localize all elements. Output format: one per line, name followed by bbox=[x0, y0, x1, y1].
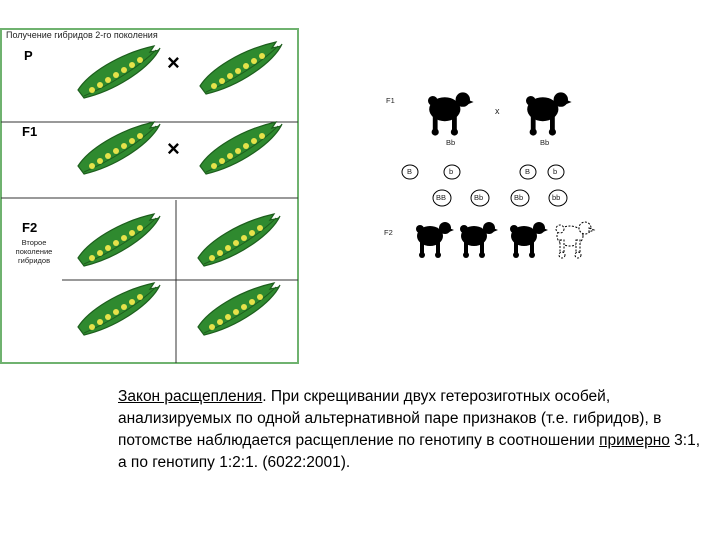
gamete-2-label: b bbox=[449, 167, 454, 176]
caption-part-1: . При скрещивании двух гетерозиготных особей, анализируемых по одной альтернативной паре признаков (т.е. гибридов), в потомстве наблюдается расщепление по генотипу в соотношении bbox=[118, 388, 662, 449]
zygote-1-label: BB bbox=[436, 193, 447, 202]
gen-label-f2: F2 bbox=[22, 220, 38, 235]
poodle-offspring-3 bbox=[510, 222, 548, 258]
poodle-cross-figure bbox=[378, 80, 608, 270]
law-name: Закон расщепления bbox=[118, 388, 263, 405]
poodle-genotype-right: Bb bbox=[540, 138, 550, 147]
pea-cross-panel bbox=[0, 28, 300, 365]
cross-symbol-p: × bbox=[167, 50, 180, 75]
poodle-f1-label: F1 bbox=[386, 96, 395, 105]
gen-label-f1: F1 bbox=[22, 124, 38, 139]
poodle-cross-panel bbox=[378, 80, 608, 270]
poodle-offspring-1 bbox=[416, 222, 454, 258]
gamete-4-label: b bbox=[553, 167, 558, 176]
poodle-parent-left bbox=[428, 92, 474, 135]
poodle-offspring-2 bbox=[460, 222, 498, 258]
caption-part-2: 3:1, а по генотипу 1:2:1. (6022:2001). bbox=[118, 432, 701, 471]
gen-label-p: P bbox=[24, 48, 33, 63]
poodle-parent-right bbox=[526, 92, 572, 135]
zygote-3-label: Bb bbox=[514, 193, 524, 202]
pea-panel-title: Получение гибридов 2-го поколения bbox=[6, 30, 158, 40]
poodle-offspring-4 bbox=[556, 222, 594, 258]
caption-emphasis: примерно bbox=[599, 432, 670, 449]
law-caption bbox=[118, 386, 708, 474]
pea-cross-figure bbox=[0, 28, 300, 365]
poodle-cross-symbol: x bbox=[495, 106, 500, 116]
gamete-1-label: B bbox=[407, 167, 413, 176]
zygote-2-label: Bb bbox=[474, 193, 484, 202]
zygote-4-label: bb bbox=[552, 193, 561, 202]
cross-symbol-f1: × bbox=[167, 136, 180, 161]
poodle-f2-label: F2 bbox=[384, 228, 393, 237]
gamete-3-label: B bbox=[525, 167, 531, 176]
f2-note: Второе поколение гибридов bbox=[15, 238, 53, 265]
poodle-genotype-left: Bb bbox=[446, 138, 456, 147]
